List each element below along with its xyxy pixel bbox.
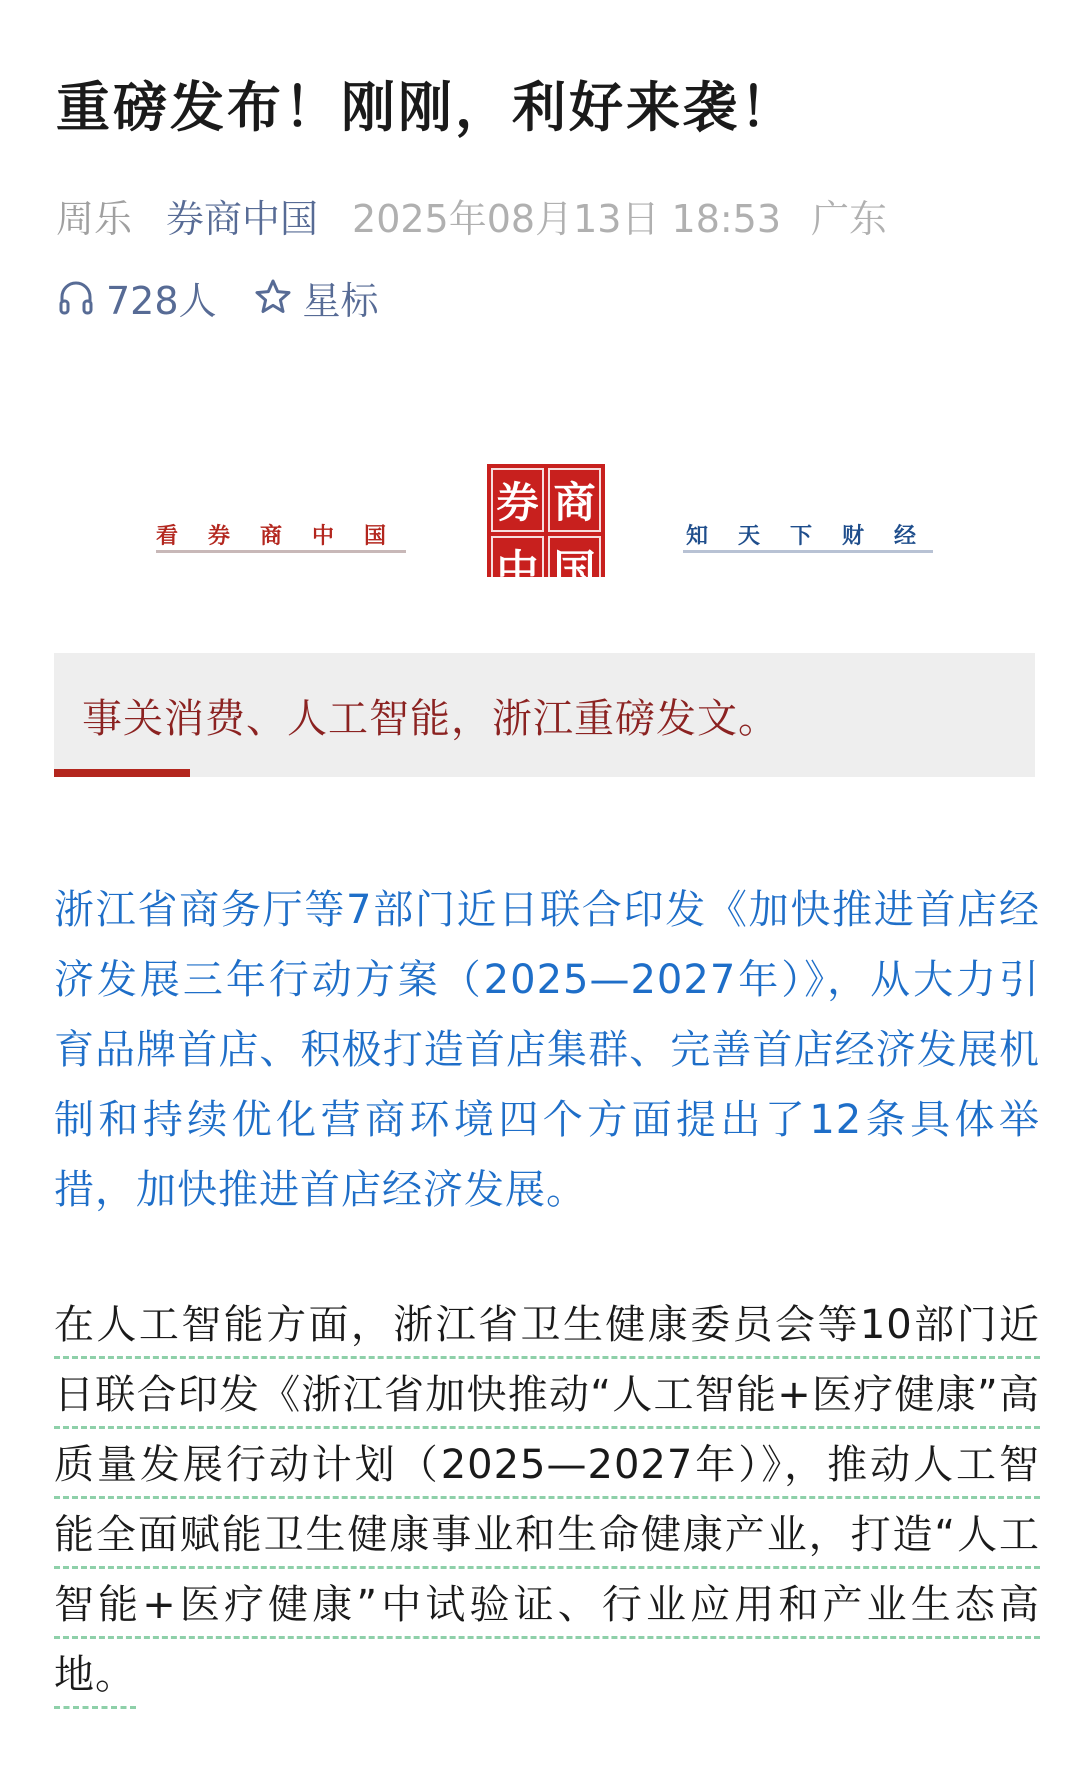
logo-char: 商	[548, 468, 601, 532]
logo-char: 国	[548, 536, 601, 600]
logo-char: 券	[491, 468, 544, 532]
banner-left-slogan: 看券商中国	[156, 524, 417, 549]
star-label: 星标	[302, 278, 379, 323]
article-stats	[56, 272, 379, 322]
lead-summary-box	[54, 653, 1035, 777]
underlined-text: 在人工智能方面，浙江省卫生健康委员会等10部门近日联合印发《浙江省加快推动“人工智能+医疗健康”高质量发展行动计划（2025—2027年）》，推动人工智能全面赋能卫生健康事业和生命健康产业，打造“人工智能+医疗健康”中试验证、行业应用和产业生态高地。	[54, 1302, 1040, 1709]
banner-left-rule	[156, 550, 406, 553]
lead-accent-bar	[54, 769, 190, 777]
publish-region: 广东	[811, 196, 888, 241]
star-button[interactable]	[253, 270, 379, 325]
article-meta	[56, 190, 887, 240]
article-title: 重磅发布！刚刚，利好来袭！	[56, 76, 797, 139]
publish-date: 2025年08月13日 18:53	[352, 196, 782, 241]
headphones-icon	[56, 277, 96, 317]
banner-right-rule	[683, 550, 933, 553]
listen-button[interactable]	[56, 270, 217, 325]
brand-logo	[487, 464, 605, 595]
account-name-link[interactable]: 券商中国	[166, 196, 319, 241]
banner-right-slogan: 知天下财经	[686, 524, 947, 549]
lead-summary-text: 事关消费、人工智能，浙江重磅发文。	[82, 696, 779, 742]
header-banner-image	[0, 455, 1088, 595]
body-paragraph-2	[54, 1290, 1040, 1710]
author-name: 周乐	[56, 196, 133, 241]
listener-count: 728人	[106, 278, 217, 323]
star-outline-icon	[253, 277, 293, 317]
logo-char: 中	[491, 536, 544, 600]
body-paragraph-1: 浙江省商务厅等7部门近日联合印发《加快推进首店经济发展三年行动方案（2025—2027年）》，从大力引育品牌首店、积极打造首店集群、完善首店经济发展机制和持续优化营商环境四个方面提出了12条具体举措，加快推进首店经济发展。	[54, 887, 1040, 1213]
